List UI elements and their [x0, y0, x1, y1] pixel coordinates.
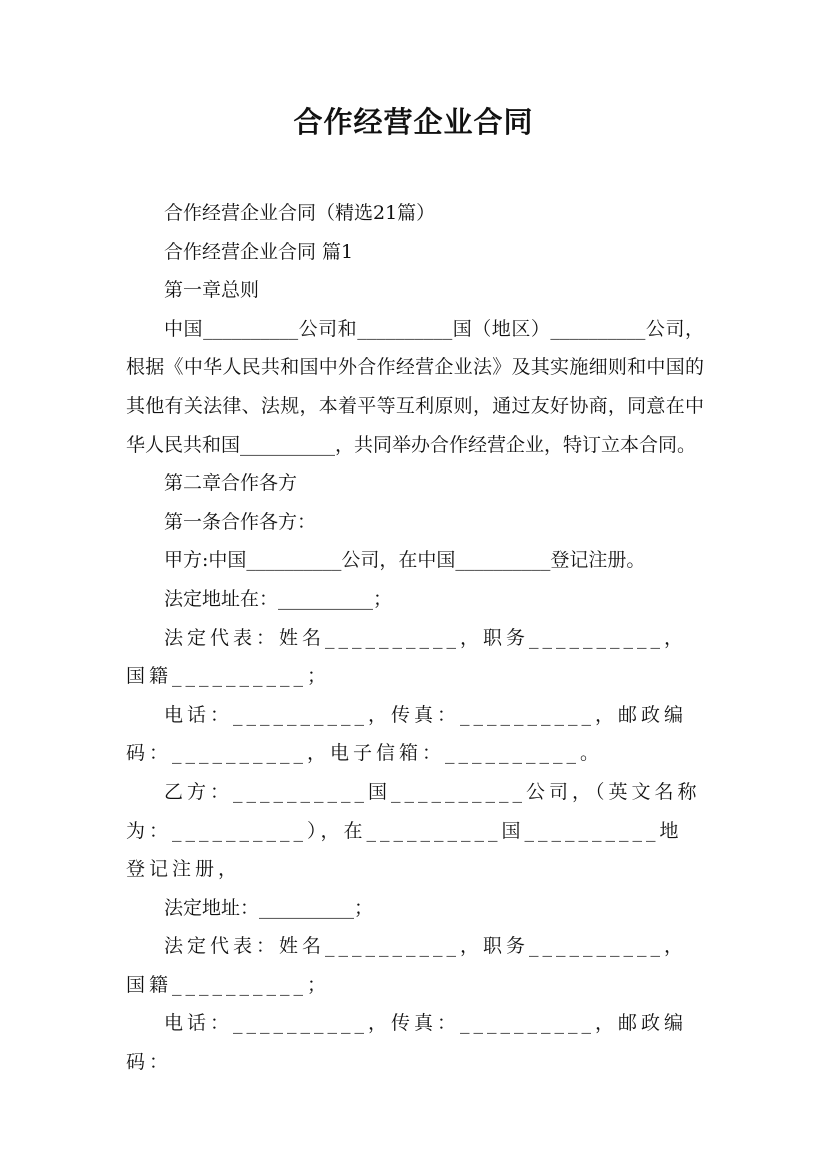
document-body	[126, 194, 704, 1082]
paragraph-section-heading: 合作经营企业合同 篇1	[164, 240, 354, 263]
paragraph-party-b-address: 法定地址：__________；	[164, 896, 374, 919]
paragraph-chapter-1: 第一章总则	[164, 279, 260, 302]
paragraph-party-b: 乙方：__________国__________公司，（英文名称为：__________），在__________国__________地登记注册，	[126, 780, 701, 881]
paragraph-party-a-address: 法定地址在：__________；	[164, 587, 393, 610]
paragraph-party-b-contact: 电话：__________，传真：__________，邮政编码：	[126, 1012, 688, 1074]
paragraph-subtitle: 合作经营企业合同（精选21篇）	[164, 202, 436, 224]
paragraph-preamble: 中国__________公司和__________国（地区）__________公司，根据《中华人民共和国中外合作经营企业法》及其实施细则和中国的其他有关法律、法规，本着平等互利原则，通过友好协商，同意在中华人民共和国__________，共同举办合作经营企业，特订立本合同。	[126, 317, 704, 456]
paragraph-chapter-2: 第二章合作各方	[164, 472, 298, 495]
paragraph-party-a-contact: 电话：__________，传真：__________，邮政编码：__________，电子信箱：__________。	[126, 703, 688, 765]
paragraph-party-a: 甲方:中国__________公司，在中国__________登记注册。	[164, 549, 646, 572]
document-title: 合作经营企业合同	[293, 105, 534, 139]
paragraph-party-a-representative: 法定代表：姓名__________，职务__________，国籍__________；	[126, 626, 688, 688]
paragraph-party-b-representative: 法定代表：姓名__________，职务__________，国籍__________；	[126, 935, 688, 996]
paragraph-article-1: 第一条合作各方：	[164, 510, 317, 533]
